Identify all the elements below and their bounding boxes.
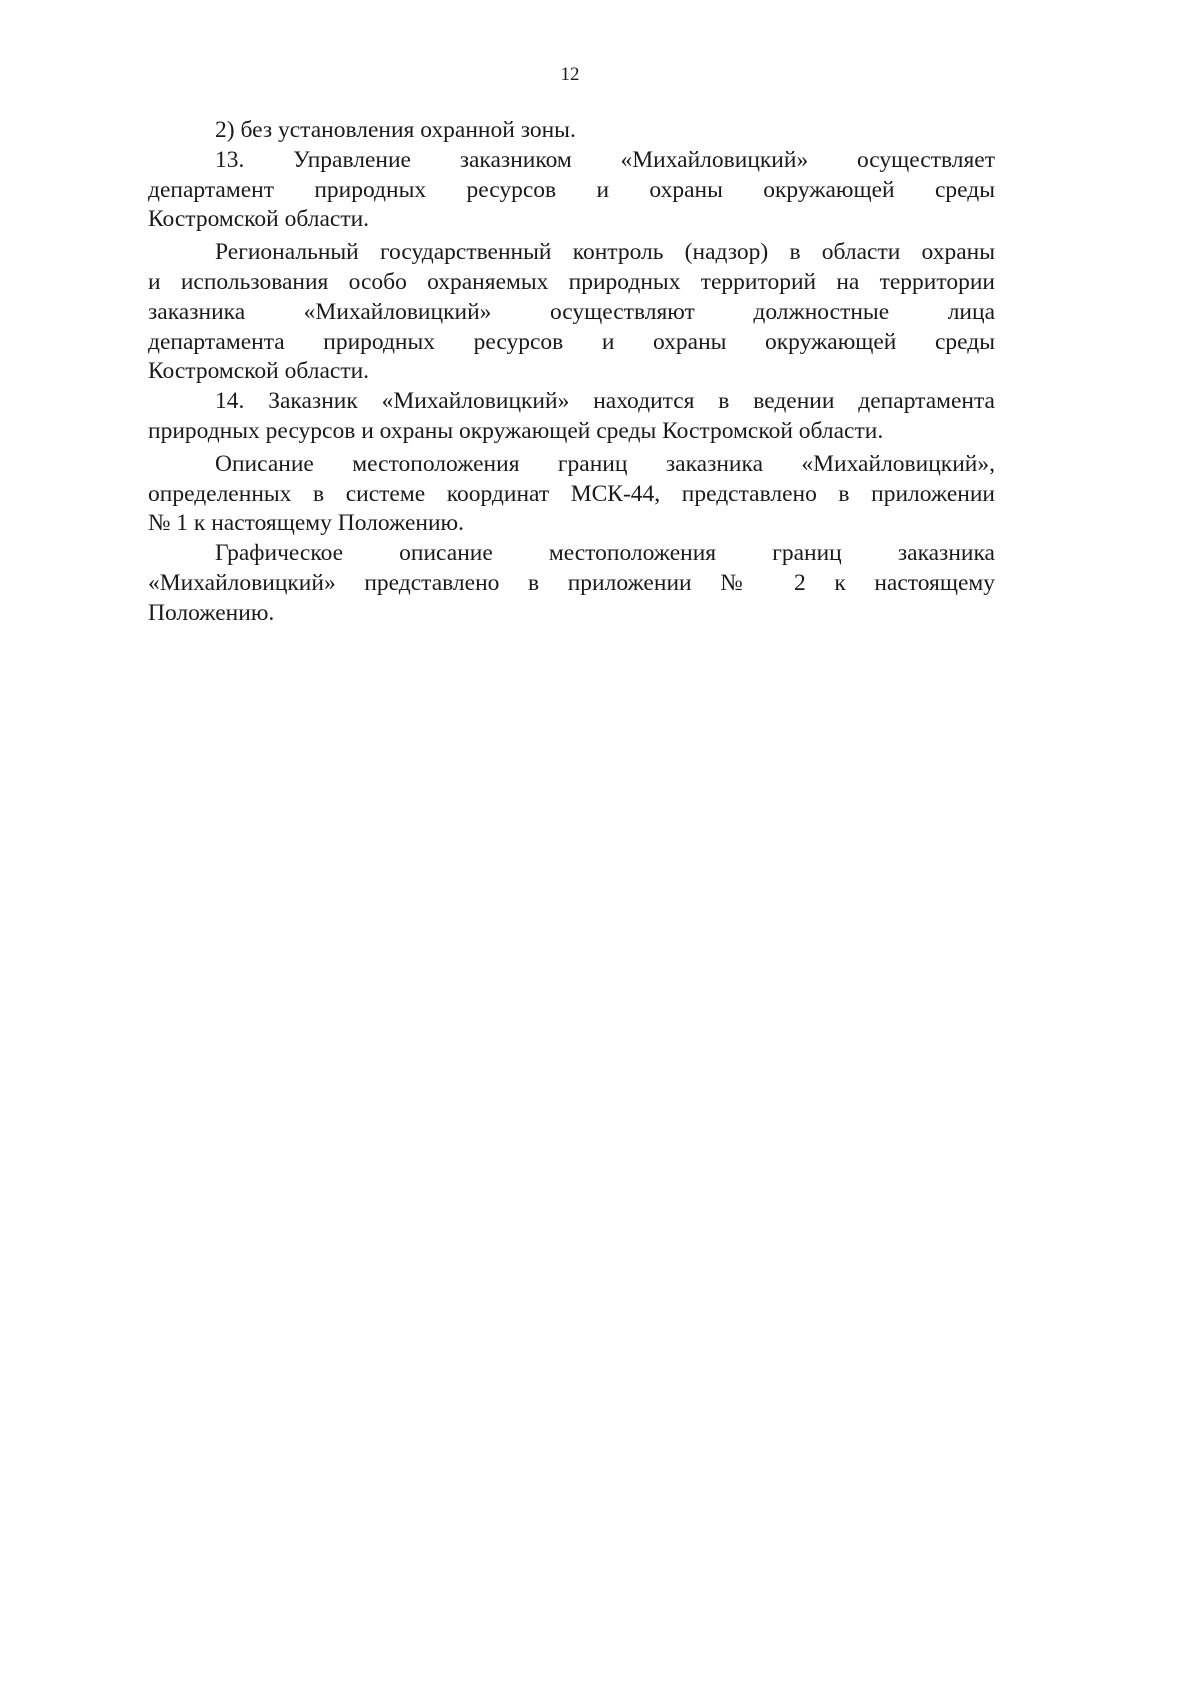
- document-body: [148, 116, 995, 629]
- text-line: «Михайловицкий» представлено в приложении № 2 к настоящему: [148, 569, 995, 596]
- paragraph-14: [148, 387, 995, 447]
- text-line: Описание местоположения границ заказника «Михайловицкий»,: [215, 450, 995, 477]
- text-line: природных ресурсов и охраны окружающей среды Костромской области.: [148, 417, 884, 444]
- paragraph-control: [148, 238, 995, 387]
- paragraph-1: [148, 116, 995, 146]
- text-line: Костромской области.: [148, 206, 370, 233]
- text-line: Региональный государственный контроль (надзор) в области охраны: [215, 239, 995, 266]
- text-line: департамент природных ресурсов и охраны окружающей среды: [148, 176, 995, 203]
- text-line: Положению.: [148, 599, 275, 626]
- paragraph-13: [148, 146, 995, 235]
- text-line: заказника «Михайловицкий» осуществляют должностные лица: [148, 298, 995, 325]
- text-line: 2) без установления охранной зоны.: [215, 117, 576, 143]
- text-line: департамента природных ресурсов и охраны окружающей среды: [148, 328, 995, 355]
- paragraph-graphic: [148, 539, 995, 628]
- text-line: 13. Управление заказником «Михайловицкий» осуществляет: [215, 146, 995, 173]
- page-number: 12: [560, 64, 580, 85]
- text-line: Костромской области.: [148, 358, 370, 385]
- text-line: № 1 к настоящему Положению.: [148, 510, 464, 537]
- text-line: Графическое описание местоположения границ заказника: [215, 540, 995, 567]
- text-line: определенных в системе координат МСК-44, представлено в приложении: [148, 480, 995, 507]
- paragraph-description: [148, 450, 995, 539]
- text-line: и использования особо охраняемых природных территорий на территории: [148, 268, 995, 295]
- text-line: 14. Заказник «Михайловицкий» находится в ведении департамента: [215, 388, 995, 415]
